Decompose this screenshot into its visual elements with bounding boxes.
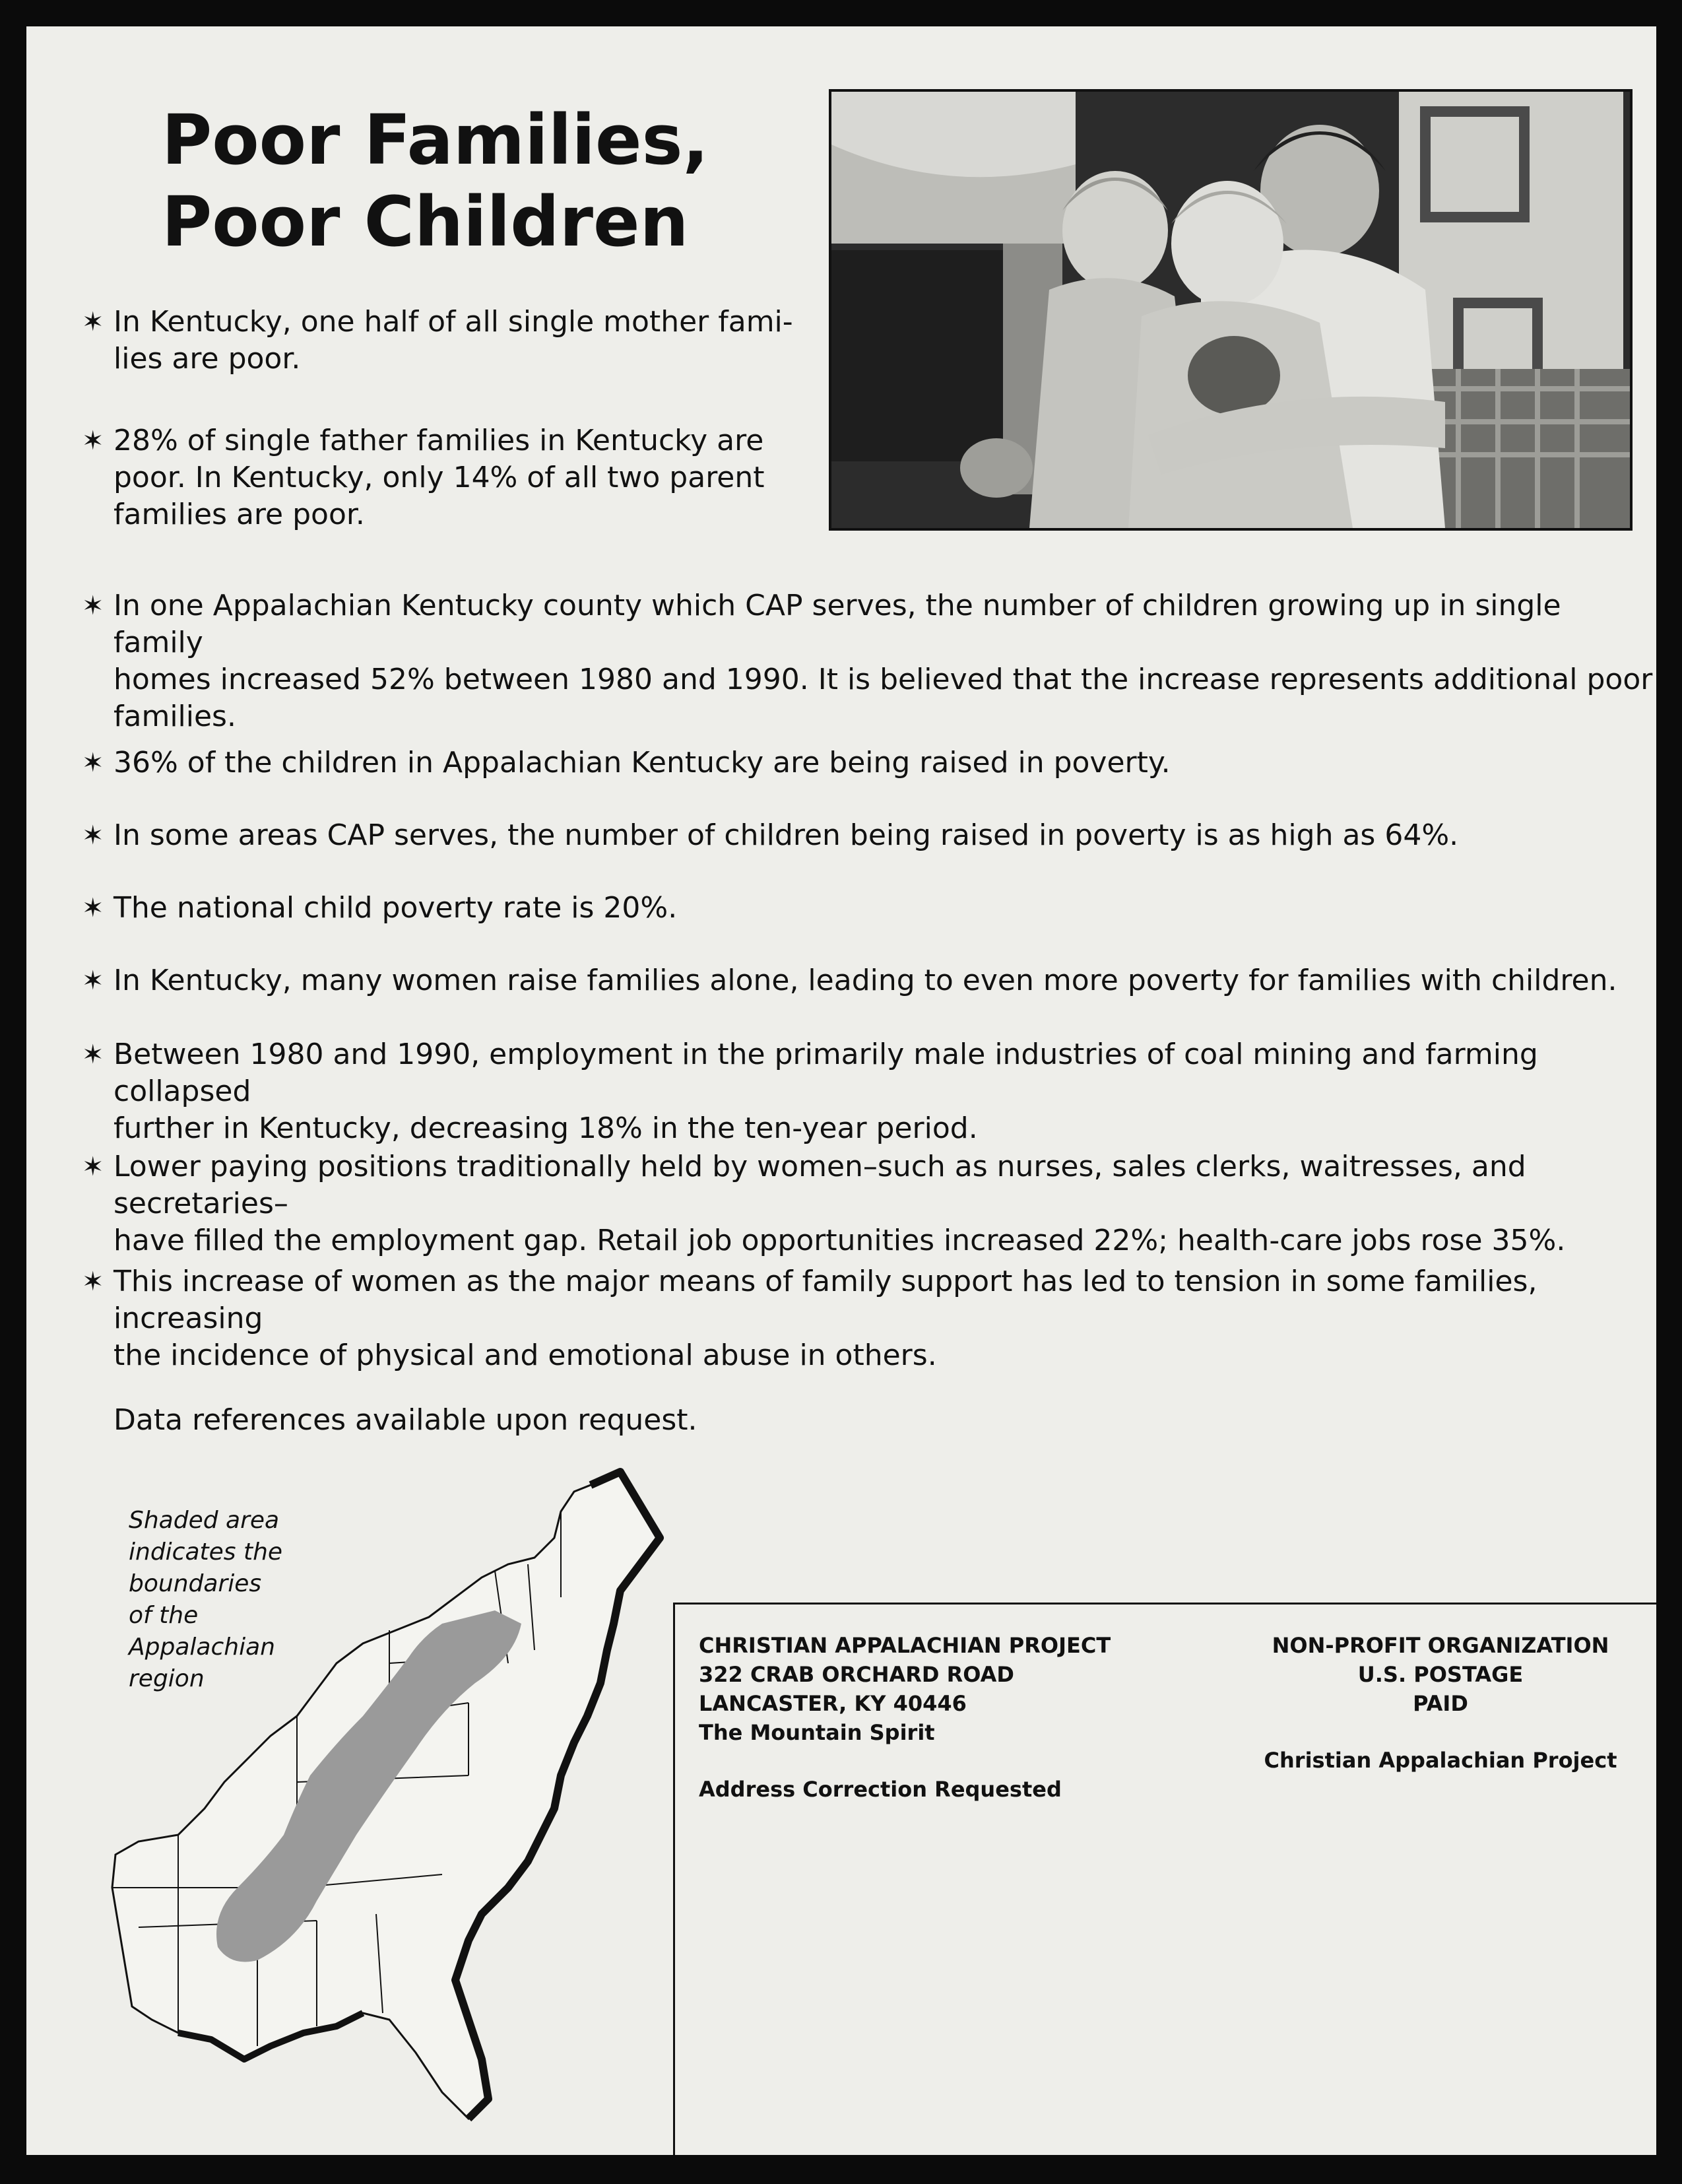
fact-list-item-2: [82, 422, 765, 533]
asterisk-bullet-icon: ✶: [82, 748, 104, 778]
asterisk-bullet-icon: ✶: [82, 1040, 104, 1070]
fact-list-item-7: [82, 962, 1617, 999]
sender-organization: CHRISTIAN APPALACHIAN PROJECT: [699, 1633, 1111, 1658]
sender-city: LANCASTER, KY 40446: [699, 1691, 967, 1716]
title-line-2: Poor Children: [162, 182, 689, 262]
map-caption-line: of the: [129, 1602, 199, 1629]
sender-street: 322 CRAB ORCHARD ROAD: [699, 1662, 1014, 1687]
fact-list-item-10: [82, 1263, 1656, 1374]
fact-line: 36% of the children in Appalachian Kentucky are being raised in poverty.: [113, 746, 1171, 779]
map-caption: [129, 1505, 327, 1695]
fact-line: Between 1980 and 1990, employment in the primarily male industries of coal mining and farming collapsed: [113, 1038, 1538, 1108]
title-line-1: Poor Families,: [162, 100, 709, 180]
permit-holder: Christian Appalachian Project: [1264, 1748, 1617, 1773]
publication-name: The Mountain Spirit: [699, 1720, 935, 1745]
postage-indicia: [1256, 1631, 1625, 1775]
fact-line: In Kentucky, one half of all single mother fami-: [113, 305, 793, 339]
mailing-panel: [673, 1603, 1656, 2155]
fact-list-item-6: [82, 890, 678, 927]
asterisk-bullet-icon: ✶: [82, 307, 104, 337]
family-photo: [829, 89, 1633, 531]
fact-line: further in Kentucky, decreasing 18% in the ten-year period.: [113, 1111, 978, 1145]
asterisk-bullet-icon: ✶: [82, 893, 104, 923]
page-title: [162, 99, 709, 263]
fact-list-item-8: [82, 1036, 1656, 1147]
fact-line: In Kentucky, many women raise families alone, leading to even more poverty for families with children.: [113, 964, 1617, 997]
fact-line: This increase of women as the major means of family support has led to tension in some families, increasing: [113, 1265, 1537, 1335]
fact-line: poor. In Kentucky, only 14% of all two parent: [113, 461, 765, 494]
fact-line: homes increased 52% between 1980 and 1990. It is believed that the increase represents additional poor: [113, 663, 1653, 696]
fact-list-item-3: [82, 587, 1656, 735]
fact-list-item-5: [82, 817, 1459, 854]
postage-line: NON-PROFIT ORGANIZATION: [1272, 1633, 1609, 1658]
map-caption-line: Shaded area: [129, 1507, 280, 1534]
fact-line: lies are poor.: [113, 342, 301, 376]
address-correction-note: Address Correction Requested: [699, 1777, 1062, 1802]
map-caption-line: region: [129, 1665, 205, 1692]
asterisk-bullet-icon: ✶: [82, 966, 104, 996]
fact-line: have filled the employment gap. Retail job opportunities increased 22%; health-care jobs rose 35%.: [113, 1224, 1566, 1257]
fact-list-item-9: [82, 1148, 1656, 1259]
references-note: Data references available upon request.: [113, 1403, 697, 1437]
fact-line: Lower paying positions traditionally held by women–such as nurses, sales clerks, waitresses, and secretaries–: [113, 1150, 1526, 1220]
newsletter-page: [26, 26, 1656, 2155]
fact-line: families are poor.: [113, 498, 365, 531]
postage-line: U.S. POSTAGE: [1357, 1662, 1524, 1687]
return-address: [699, 1631, 1111, 1804]
fact-line: In one Appalachian Kentucky county which CAP serves, the number of children growing up in single family: [113, 589, 1561, 659]
map-caption-line: Appalachian: [129, 1634, 275, 1661]
fact-line: 28% of single father families in Kentucky are: [113, 424, 764, 457]
fact-list-item-4: [82, 745, 1171, 781]
asterisk-bullet-icon: ✶: [82, 426, 104, 456]
fact-line: the incidence of physical and emotional abuse in others.: [113, 1339, 937, 1372]
fact-list-item-1: [82, 304, 793, 378]
asterisk-bullet-icon: ✶: [82, 591, 104, 621]
fact-line: families.: [113, 700, 236, 733]
map-caption-line: indicates the: [129, 1539, 283, 1566]
fact-line: The national child poverty rate is 20%.: [113, 891, 678, 925]
asterisk-bullet-icon: ✶: [82, 1152, 104, 1182]
fact-line: In some areas CAP serves, the number of children being raised in poverty is as high as 64%.: [113, 818, 1459, 852]
postage-line: PAID: [1413, 1691, 1468, 1716]
map-caption-line: boundaries: [129, 1570, 262, 1597]
asterisk-bullet-icon: ✶: [82, 1267, 104, 1297]
asterisk-bullet-icon: ✶: [82, 820, 104, 851]
